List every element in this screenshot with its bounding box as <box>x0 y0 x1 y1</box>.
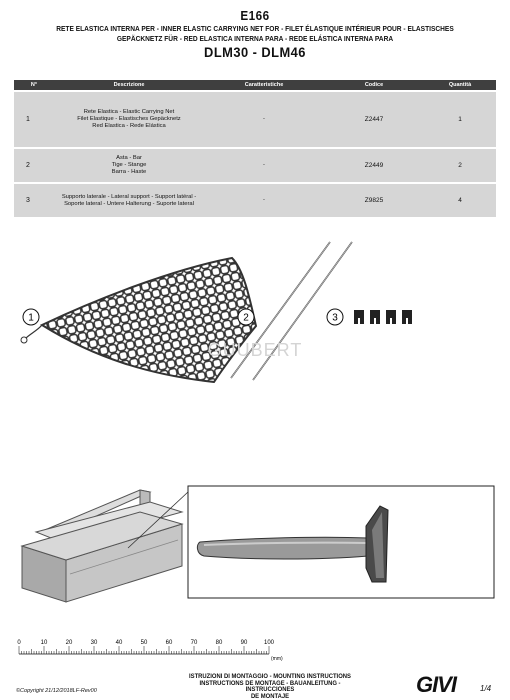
desc-line: Tige - Stange <box>111 162 147 168</box>
copyright-text: ©Copyright 21/12/2018LF-Rev00 <box>16 688 97 694</box>
ruler-unit: (mm) <box>271 656 283 662</box>
model-title: DLM30 - DLM46 <box>204 44 306 60</box>
row-num: 3 <box>14 183 54 217</box>
footer-title <box>178 674 362 700</box>
callout-2 <box>238 309 254 325</box>
desc-line: Red Elastica - Rede Elástica <box>92 123 166 129</box>
desc-line: Barra - Haste <box>111 169 147 175</box>
desc-line: Asta - Bar <box>116 155 142 161</box>
row-code: Z2447 <box>324 91 424 148</box>
header-characteristics: Caratteristiche <box>204 80 324 91</box>
parts-illustration <box>0 230 510 400</box>
ruler-label: 70 <box>190 640 198 646</box>
row-num: 2 <box>14 148 54 183</box>
desc-line: Filet Elastique - Elastisches Gepäcknetz <box>77 116 181 122</box>
footer-title-line: DE MONTAJE <box>250 692 290 700</box>
measurement-ruler <box>16 636 316 666</box>
row-num: 1 <box>14 91 54 148</box>
row-code: Z9825 <box>324 183 424 217</box>
toolbox-drawing <box>22 490 182 602</box>
ruler-label: 40 <box>115 640 123 646</box>
header-code: Codice <box>324 80 424 91</box>
subtitle-line-1: RETE ELASTICA INTERNA PER - INNER ELASTIC CARRYING NET FOR - FILET ÉLASTIQUE INTÉRIEUR POUR - ELASTISCHES <box>56 24 454 33</box>
header-num: N° <box>14 80 54 91</box>
row-quantity: 1 <box>424 91 496 148</box>
callout-2-label: 2 <box>243 312 249 324</box>
lateral-supports-drawing <box>354 310 412 324</box>
row-description <box>54 148 204 183</box>
table-header-row <box>14 80 496 91</box>
header-description: Descrizione <box>54 80 204 91</box>
ruler-label: 100 <box>263 640 275 646</box>
table-row <box>14 183 496 217</box>
callout-1-label: 1 <box>28 312 34 324</box>
ruler-label: 10 <box>40 640 48 646</box>
subtitle-line-2: GEPÄCKNETZ FÜR - RED ELASTICA INTERNA PARA - REDE ELÁSTICA INTERNA PARA <box>116 34 394 43</box>
callout-1 <box>23 309 39 325</box>
desc-line: Soporte lateral - Untere Halterung - Suporte lateral <box>64 200 194 207</box>
givi-logo: GIVI <box>416 672 457 697</box>
ruler-label: 50 <box>140 640 148 646</box>
watermark: GUUBERT <box>207 340 303 360</box>
ruler-label: 90 <box>240 640 248 646</box>
elastic-net-drawing <box>21 258 256 382</box>
row-characteristics: - <box>204 183 324 217</box>
row-characteristics: - <box>204 148 324 183</box>
ruler-label: 80 <box>215 640 223 646</box>
row-quantity: 4 <box>424 183 496 217</box>
desc-line: Supporto laterale - Lateral support - Support latéral - <box>61 193 197 200</box>
parts-table <box>14 80 496 217</box>
ruler-label: 20 <box>65 640 73 646</box>
product-code: E166 <box>240 8 270 23</box>
document-header <box>0 8 510 60</box>
row-characteristics: - <box>204 91 324 148</box>
tools-illustration <box>0 470 510 610</box>
footer-title-line: INSTRUCTIONS DE MONTAGE - BAUANLEITUNG - INSTRUCCIONES <box>199 679 341 694</box>
ruler-label: 60 <box>165 640 173 646</box>
callout-3 <box>327 309 343 325</box>
row-quantity: 2 <box>424 148 496 183</box>
row-code: Z2449 <box>324 148 424 183</box>
row-description <box>54 91 204 148</box>
ruler-label: 0 <box>17 640 21 646</box>
ruler-label: 30 <box>90 640 98 646</box>
table-row <box>14 148 496 183</box>
callout-3-label: 3 <box>332 312 338 324</box>
page-number: 1/4 <box>480 684 492 693</box>
footer-title-line: ISTRUZIONI DI MONTAGGIO - MOUNTING INSTRUCTIONS <box>189 673 351 680</box>
row-description <box>54 183 204 217</box>
desc-line: Rete Elastica - Elastic Carrying Net <box>83 109 175 115</box>
header-quantity: Quantità <box>424 80 496 91</box>
table-row <box>14 91 496 148</box>
